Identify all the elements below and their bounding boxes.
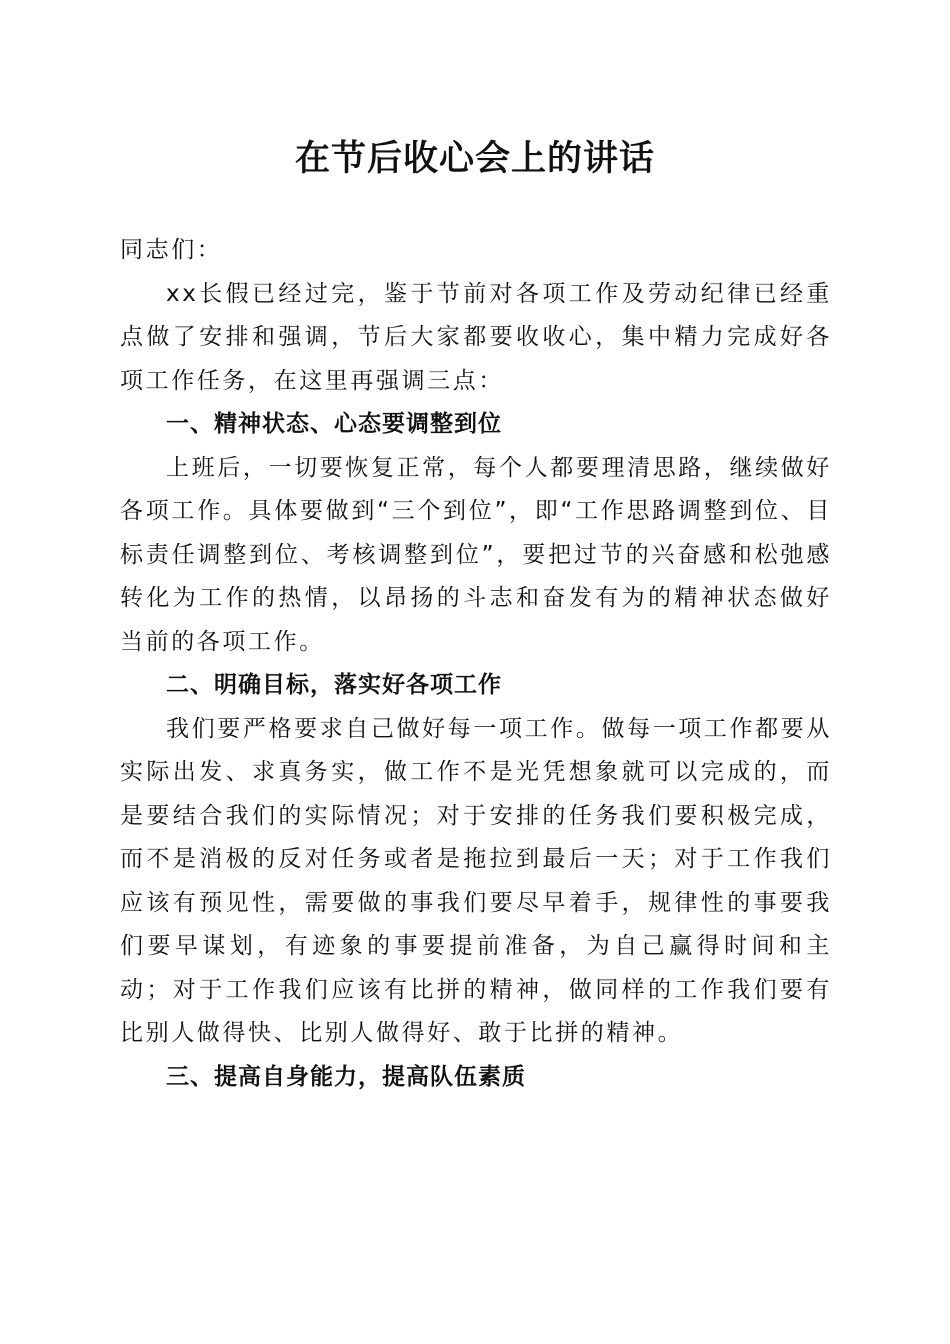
document-title: 在节后收心会上的讲话 bbox=[294, 138, 655, 179]
document-body bbox=[120, 229, 832, 1099]
salutation: 同志们： bbox=[120, 237, 223, 263]
section-1-paragraph: 上班后，一切要恢复正常，每个人都要理清思路，继续做好各项工作。具体要做到“三个到位”，即“工作思路调整到位、目标责任调整到位、考核调整到位”，要把过节的兴奋感和松弛感转化为工作的热情，以昂扬的斗志和奋发有为的精神状态做好当前的各项工作。 bbox=[120, 454, 832, 655]
section-2-paragraph: 我们要严格要求自己做好每一项工作。做每一项工作都要从实际出发、求真务实，做工作不是光凭想象就可以完成的，而是要结合我们的实际情况；对于安排的任务我们要积极完成，而不是消极的反对任务或者是拖拉到最后一天；对于工作我们应该有预见性，需要做的事我们要尽早着手，规律性的事要我们要早谋划，有迹象的事要提前准备，为自己赢得时间和主动；对于工作我们应该有比拼的精神，做同样的工作我们要有比别人做得快、比别人做得好、敢于比拼的精神。 bbox=[120, 715, 832, 1046]
section-3-heading: 三、提高自身能力，提高队伍素质 bbox=[166, 1063, 526, 1090]
section-1-heading: 一、精神状态、心态要调整到位 bbox=[166, 411, 502, 437]
section-2-heading: 二、明确目标，落实好各项工作 bbox=[166, 672, 502, 698]
intro-paragraph: xx长假已经过完，鉴于节前对各项工作及劳动纪律已经重点做了安排和强调，节后大家都要收收心，集中精力完成好各项工作任务，在这里再强调三点： bbox=[120, 280, 832, 394]
